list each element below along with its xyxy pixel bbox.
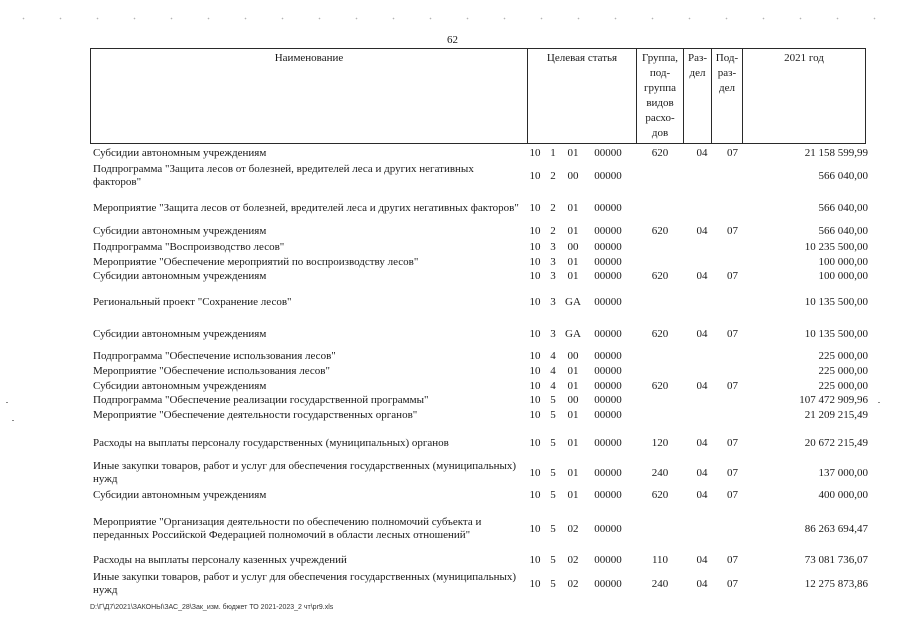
table-row bbox=[90, 349, 868, 363]
expense-group-code: 620 bbox=[651, 270, 669, 282]
row-name: Субсидии автономным учреждениям bbox=[93, 488, 267, 501]
code-event: 02 bbox=[567, 578, 579, 590]
code-program: 10 bbox=[529, 489, 541, 501]
amount-2021: 20 672 215,49 bbox=[804, 437, 868, 449]
code-event: 01 bbox=[567, 147, 579, 159]
code-subprogram: 5 bbox=[550, 523, 556, 535]
table-row bbox=[90, 269, 868, 283]
amount-2021: 21 158 599,99 bbox=[804, 147, 868, 159]
code-direction: 00000 bbox=[594, 578, 622, 590]
amount-2021: 566 040,00 bbox=[818, 170, 868, 182]
section-code: 04 bbox=[696, 270, 708, 282]
code-program: 10 bbox=[529, 394, 541, 406]
code-subprogram: 2 bbox=[550, 202, 556, 214]
table-row bbox=[90, 224, 868, 238]
code-direction: 00000 bbox=[594, 350, 622, 362]
code-program: 10 bbox=[529, 270, 541, 282]
file-path-footer: D:\Г\Д7\2021\ЗАКОНЫ\ЗАС_28\Зак_изм. бюджет ТО 2021-2023_2 чт\pr9.xls bbox=[90, 604, 334, 611]
amount-2021: 566 040,00 bbox=[818, 225, 868, 237]
code-direction: 00000 bbox=[594, 170, 622, 182]
subsection-code: 07 bbox=[727, 270, 738, 282]
amount-2021: 10 135 500,00 bbox=[804, 296, 868, 308]
table-row bbox=[90, 162, 868, 190]
code-program: 10 bbox=[529, 380, 541, 392]
code-program: 10 bbox=[529, 241, 541, 253]
row-name: Субсидии автономным учреждениям bbox=[93, 224, 267, 237]
code-direction: 00000 bbox=[594, 202, 622, 214]
amount-2021: 10 135 500,00 bbox=[804, 328, 868, 340]
code-subprogram: 5 bbox=[550, 394, 556, 406]
header-target-article: Целевая статья bbox=[528, 49, 637, 144]
code-event: 01 bbox=[567, 467, 579, 479]
code-direction: 00000 bbox=[594, 296, 622, 308]
section-code: 04 bbox=[696, 380, 708, 392]
header-name: Наименование bbox=[91, 49, 528, 144]
code-direction: 00000 bbox=[594, 270, 622, 282]
code-subprogram: 4 bbox=[550, 365, 556, 377]
section-code: 04 bbox=[696, 489, 708, 501]
code-subprogram: 4 bbox=[550, 350, 556, 362]
subsection-code: 07 bbox=[727, 467, 738, 479]
code-direction: 00000 bbox=[594, 554, 622, 566]
table-row bbox=[90, 553, 868, 567]
code-direction: 00000 bbox=[594, 409, 622, 421]
code-event: 00 bbox=[567, 394, 579, 406]
expense-group-code: 120 bbox=[651, 437, 669, 449]
section-code: 04 bbox=[696, 437, 708, 449]
table-row bbox=[90, 488, 868, 502]
row-name: Мероприятие "Организация деятельности по обеспечению полномочий субъекта и переданных Российской Федерацией полномочий в области лесных отношений" bbox=[93, 516, 482, 541]
subsection-code: 07 bbox=[727, 328, 738, 340]
code-subprogram: 3 bbox=[550, 328, 556, 340]
header-section: Раз-дел bbox=[684, 49, 712, 144]
code-subprogram: 3 bbox=[550, 270, 556, 282]
amount-2021: 21 209 215,49 bbox=[804, 409, 868, 421]
table-row bbox=[90, 408, 868, 422]
code-direction: 00000 bbox=[594, 467, 622, 479]
table-row bbox=[90, 433, 868, 453]
code-subprogram: 3 bbox=[550, 256, 556, 268]
subsection-code: 07 bbox=[727, 578, 738, 590]
code-subprogram: 5 bbox=[550, 578, 556, 590]
code-event: 01 bbox=[567, 202, 579, 214]
row-name: Мероприятие "Обеспечение мероприятий по воспроизводству лесов" bbox=[93, 255, 419, 268]
expense-group-code: 240 bbox=[651, 578, 669, 590]
scan-speck bbox=[12, 420, 14, 421]
table-row bbox=[90, 324, 868, 344]
code-direction: 00000 bbox=[594, 365, 622, 377]
expense-group-code: 620 bbox=[651, 328, 669, 340]
code-program: 10 bbox=[529, 554, 541, 566]
row-name: Субсидии автономным учреждениям bbox=[93, 146, 267, 159]
code-event: 01 bbox=[567, 365, 579, 377]
code-subprogram: 1 bbox=[550, 147, 556, 159]
code-program: 10 bbox=[529, 225, 541, 237]
code-subprogram: 2 bbox=[550, 225, 556, 237]
subsection-code: 07 bbox=[727, 147, 738, 159]
code-subprogram: 3 bbox=[550, 241, 556, 253]
amount-2021: 400 000,00 bbox=[818, 489, 868, 501]
code-event: GA bbox=[565, 296, 581, 308]
code-program: 10 bbox=[529, 467, 541, 479]
code-program: 10 bbox=[529, 202, 541, 214]
amount-2021: 86 263 694,47 bbox=[804, 523, 868, 535]
code-direction: 00000 bbox=[594, 523, 622, 535]
code-program: 10 bbox=[529, 147, 541, 159]
code-event: 00 bbox=[567, 241, 579, 253]
code-program: 10 bbox=[529, 523, 541, 535]
table-row bbox=[90, 194, 868, 222]
header-subsection: Под-раз-дел bbox=[712, 49, 743, 144]
scan-noise bbox=[0, 14, 905, 26]
code-event: 01 bbox=[567, 380, 579, 392]
table-row bbox=[90, 505, 868, 553]
code-program: 10 bbox=[529, 350, 541, 362]
code-event: 01 bbox=[567, 256, 579, 268]
code-program: 10 bbox=[529, 296, 541, 308]
subsection-code: 07 bbox=[727, 554, 738, 566]
table-header bbox=[90, 48, 866, 144]
code-program: 10 bbox=[529, 170, 541, 182]
code-event: 02 bbox=[567, 523, 579, 535]
expense-group-code: 620 bbox=[651, 489, 669, 501]
expense-group-code: 240 bbox=[651, 467, 669, 479]
code-subprogram: 5 bbox=[550, 489, 556, 501]
code-direction: 00000 bbox=[594, 437, 622, 449]
code-event: 01 bbox=[567, 225, 579, 237]
scan-speck bbox=[878, 402, 880, 403]
code-direction: 00000 bbox=[594, 394, 622, 406]
row-name: Мероприятие "Обеспечение использования лесов" bbox=[93, 364, 330, 377]
table-row bbox=[90, 379, 868, 393]
section-code: 04 bbox=[696, 554, 708, 566]
code-program: 10 bbox=[529, 328, 541, 340]
code-subprogram: 5 bbox=[550, 409, 556, 421]
code-program: 10 bbox=[529, 256, 541, 268]
amount-2021: 100 000,00 bbox=[818, 256, 868, 268]
amount-2021: 73 081 736,07 bbox=[804, 554, 868, 566]
code-subprogram: 4 bbox=[550, 380, 556, 392]
table-row bbox=[90, 570, 868, 598]
subsection-code: 07 bbox=[727, 225, 738, 237]
code-event: 00 bbox=[567, 350, 579, 362]
expense-group-code: 620 bbox=[651, 147, 669, 159]
expense-group-code: 110 bbox=[651, 554, 669, 566]
amount-2021: 10 235 500,00 bbox=[804, 241, 868, 253]
header-expense-group: Группа, под-группа видов расхо-дов bbox=[637, 49, 684, 144]
row-name: Иные закупки товаров, работ и услуг для обеспечения государственных (муниципальных) нужд bbox=[93, 571, 517, 596]
expense-group-code: 620 bbox=[651, 225, 669, 237]
subsection-code: 07 bbox=[727, 437, 738, 449]
code-direction: 00000 bbox=[594, 225, 622, 237]
section-code: 04 bbox=[696, 147, 708, 159]
row-name: Подпрограмма "Обеспечение реализации государственной программы" bbox=[93, 393, 429, 406]
code-direction: 00000 bbox=[594, 241, 622, 253]
row-name: Субсидии автономным учреждениям bbox=[93, 269, 267, 282]
row-name: Субсидии автономным учреждениям bbox=[93, 327, 267, 340]
section-code: 04 bbox=[696, 578, 708, 590]
amount-2021: 12 275 873,86 bbox=[804, 578, 868, 590]
code-direction: 00000 bbox=[594, 380, 622, 392]
table-row bbox=[90, 255, 868, 269]
code-subprogram: 3 bbox=[550, 296, 556, 308]
amount-2021: 225 000,00 bbox=[818, 350, 868, 362]
code-event: 02 bbox=[567, 554, 579, 566]
code-subprogram: 2 bbox=[550, 170, 556, 182]
code-program: 10 bbox=[529, 578, 541, 590]
code-direction: 00000 bbox=[594, 256, 622, 268]
amount-2021: 566 040,00 bbox=[818, 202, 868, 214]
row-name: Подпрограмма "Защита лесов от болезней, вредителей леса и других негативных факторов" bbox=[93, 163, 474, 188]
code-event: 01 bbox=[567, 489, 579, 501]
row-name: Иные закупки товаров, работ и услуг для обеспечения государственных (муниципальных) нужд bbox=[93, 460, 517, 485]
code-direction: 00000 bbox=[594, 328, 622, 340]
row-name: Подпрограмма "Обеспечение использования лесов" bbox=[93, 349, 336, 362]
code-program: 10 bbox=[529, 437, 541, 449]
header-year: 2021 год bbox=[743, 49, 866, 144]
expense-group-code: 620 bbox=[651, 380, 669, 392]
code-program: 10 bbox=[529, 409, 541, 421]
section-code: 04 bbox=[696, 467, 708, 479]
row-name: Расходы на выплаты персоналу казенных учреждений bbox=[93, 553, 347, 566]
table-row bbox=[90, 240, 868, 254]
code-program: 10 bbox=[529, 365, 541, 377]
section-code: 04 bbox=[696, 328, 708, 340]
amount-2021: 225 000,00 bbox=[818, 365, 868, 377]
section-code: 04 bbox=[696, 225, 708, 237]
row-name: Расходы на выплаты персоналу государственных (муниципальных) органов bbox=[93, 436, 449, 449]
page-number: 62 bbox=[447, 34, 458, 46]
subsection-code: 07 bbox=[727, 489, 738, 501]
table-row bbox=[90, 364, 868, 378]
amount-2021: 100 000,00 bbox=[818, 270, 868, 282]
row-name: Мероприятие "Защита лесов от болезней, вредителей леса и других негативных факторов" bbox=[93, 201, 519, 214]
row-name: Региональный проект "Сохранение лесов" bbox=[93, 295, 292, 308]
code-event: 01 bbox=[567, 437, 579, 449]
table-row bbox=[90, 459, 868, 487]
code-event: 01 bbox=[567, 409, 579, 421]
code-event: 01 bbox=[567, 270, 579, 282]
code-event: 00 bbox=[567, 170, 579, 182]
table-row bbox=[90, 393, 868, 407]
amount-2021: 107 472 909,96 bbox=[799, 394, 868, 406]
code-subprogram: 5 bbox=[550, 437, 556, 449]
table-row bbox=[90, 292, 868, 312]
code-subprogram: 5 bbox=[550, 554, 556, 566]
scan-speck bbox=[6, 402, 8, 403]
row-name: Подпрограмма "Воспроизводство лесов" bbox=[93, 240, 285, 253]
amount-2021: 137 000,00 bbox=[818, 467, 868, 479]
code-direction: 00000 bbox=[594, 489, 622, 501]
code-subprogram: 5 bbox=[550, 467, 556, 479]
table-row bbox=[90, 146, 868, 160]
subsection-code: 07 bbox=[727, 380, 738, 392]
row-name: Субсидии автономным учреждениям bbox=[93, 379, 267, 392]
row-name: Мероприятие "Обеспечение деятельности государственных органов" bbox=[93, 408, 418, 421]
amount-2021: 225 000,00 bbox=[818, 380, 868, 392]
code-direction: 00000 bbox=[594, 147, 622, 159]
code-event: GA bbox=[565, 328, 581, 340]
